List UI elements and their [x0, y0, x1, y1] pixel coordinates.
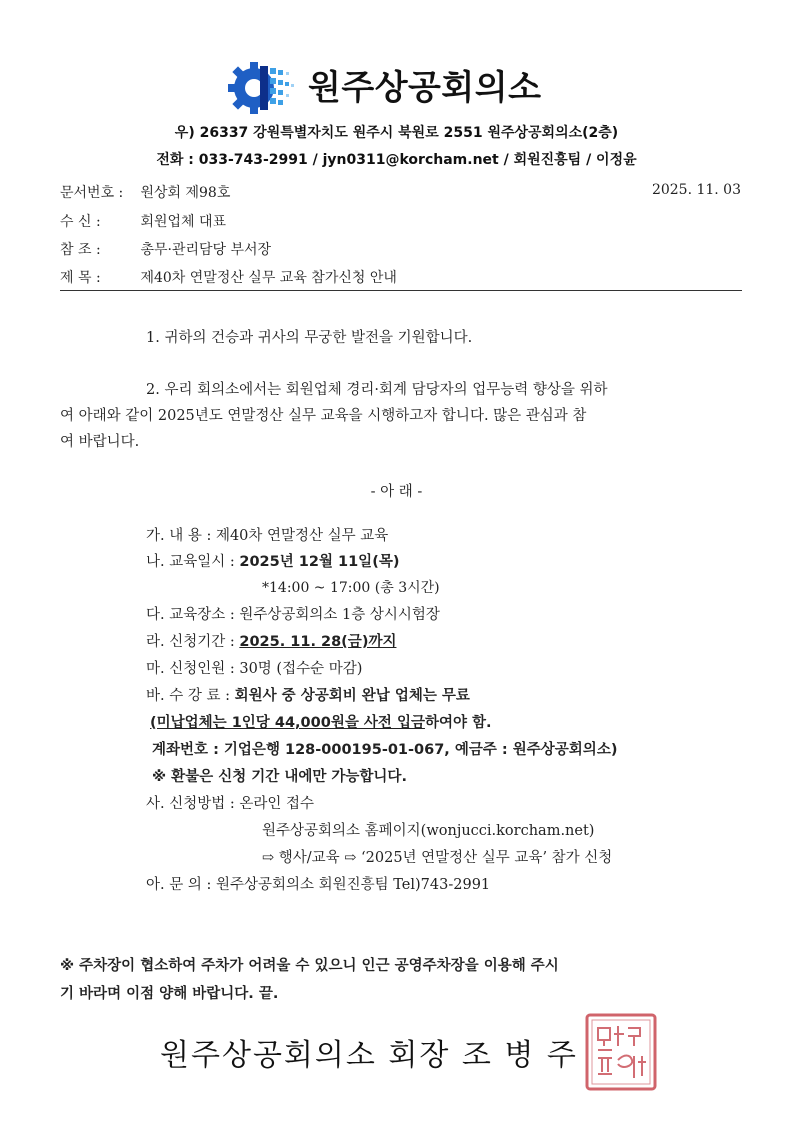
detail-apply-method [146, 792, 314, 813]
detail-apply-method-label: 사. 신청방법 : [146, 796, 235, 812]
detail-datetime [146, 550, 399, 571]
address-line: 우) 26337 강원특별자치도 원주시 북원로 2551 원주상공회의소(2층) [174, 125, 619, 141]
fee-note-unpaid [150, 711, 492, 732]
detail-inquiry-value: 원주상공회의소 회원진흥팀 Tel)743-2991 [215, 877, 491, 893]
detail-capacity [146, 657, 362, 678]
subject-row [60, 267, 397, 287]
detail-content-label: 가. 내 용 : [146, 528, 212, 544]
fee-note-refund: ※ 환불은 신청 기간 내에만 가능합니다. [152, 769, 407, 785]
contact-line: 전화 : 033-743-2991 / jyn0311@korcham.net / 회원진흥팀 / 이정윤 [156, 152, 637, 168]
parking-notice-line-2: 기 바라며 이점 양해 바랍니다. 끝. [60, 986, 279, 1002]
parking-notice-line-1: ※ 주차장이 협소하여 주차가 어려울 수 있으니 인근 공영주차장을 이용해 주시 [60, 958, 559, 974]
detail-capacity-value: 30명 (접수순 마감) [239, 661, 363, 677]
fee-note-account: 계좌번호 : 기업은행 128-000195-01-067, 예금주 : 원주상공회의소) [152, 742, 618, 758]
paragraph-2-line-3: 여 바랍니다. [60, 434, 140, 450]
section-title: - 아 래 - [370, 484, 423, 500]
detail-period-label: 라. 신청기간 : [146, 634, 235, 650]
detail-content-value: 제40차 연말정산 실무 교육 [215, 528, 389, 544]
reference-row [60, 239, 271, 259]
doc-number-label: 문서번호 : [60, 185, 124, 201]
detail-location-value: 원주상공회의소 1층 상시시험장 [239, 607, 440, 623]
detail-content [146, 524, 388, 545]
recipient-row [60, 211, 226, 231]
detail-fee [146, 684, 470, 705]
detail-period-value: 2025. 11. 28(금)까지 [239, 634, 397, 650]
paragraph-1: 1. 귀하의 건승과 귀사의 무궁한 발전을 기원합니다. [146, 330, 473, 346]
detail-period [146, 630, 396, 651]
detail-inquiry-label: 아. 문 의 : [146, 877, 212, 893]
official-seal [584, 1012, 658, 1092]
detail-fee-value: 회원사 중 상공회비 완납 업체는 무료 [234, 688, 470, 704]
paragraph-2-line-1: 2. 우리 회의소에서는 회원업체 경리·회계 담당자의 업무능력 향상을 위하 [146, 382, 608, 398]
subject: 제40차 연말정산 실무 교육 참가신청 안내 [140, 270, 397, 286]
reference-label: 참 조 : [60, 242, 101, 258]
detail-time: *14:00 ~ 17:00 (총 3시간) [262, 580, 440, 596]
doc-date: 2025. 11. 03 [651, 182, 741, 198]
detail-location-label: 다. 교육장소 : [146, 607, 235, 623]
paragraph-2-line-2: 여 아래와 같이 2025년도 연말정산 실무 교육을 시행하고자 합니다. 많은 관심과 참 [60, 408, 587, 424]
detail-fee-label: 바. 수 강 료 : [146, 688, 230, 704]
detail-inquiry [146, 873, 490, 894]
detail-location [146, 603, 440, 624]
apply-path: ⇨ 행사/교육 ⇨ ‘2025년 연말정산 실무 교육’ 참가 신청 [262, 850, 613, 866]
detail-apply-method-value: 온라인 접수 [239, 796, 315, 812]
recipient-label: 수 신 : [60, 214, 101, 230]
detail-datetime-value: 2025년 12월 11일(목) [239, 554, 400, 570]
signature: 원주상공회의소 회장 조 병 주 [160, 1038, 578, 1073]
apply-homepage: 원주상공회의소 홈페이지(wonjucci.korcham.net) [262, 823, 595, 839]
detail-datetime-label: 나. 교육일시 : [146, 554, 235, 570]
recipient: 회원업체 대표 [140, 214, 227, 230]
chamber-logo-icon [226, 60, 306, 116]
detail-capacity-label: 마. 신청인원 : [146, 661, 235, 677]
fee-note-unpaid-underlined: (미납업체는 1인당 44,000원을 사전 입금 [150, 715, 425, 731]
header-divider [60, 290, 742, 291]
organization-name: 원주상공회의소 [308, 68, 542, 108]
subject-label: 제 목 : [60, 270, 101, 286]
doc-number: 원상회 제98호 [140, 185, 231, 201]
fee-note-unpaid-rest: 하여야 함. [424, 715, 492, 731]
doc-number-row [60, 182, 230, 202]
reference: 총무·관리담당 부서장 [140, 242, 272, 258]
